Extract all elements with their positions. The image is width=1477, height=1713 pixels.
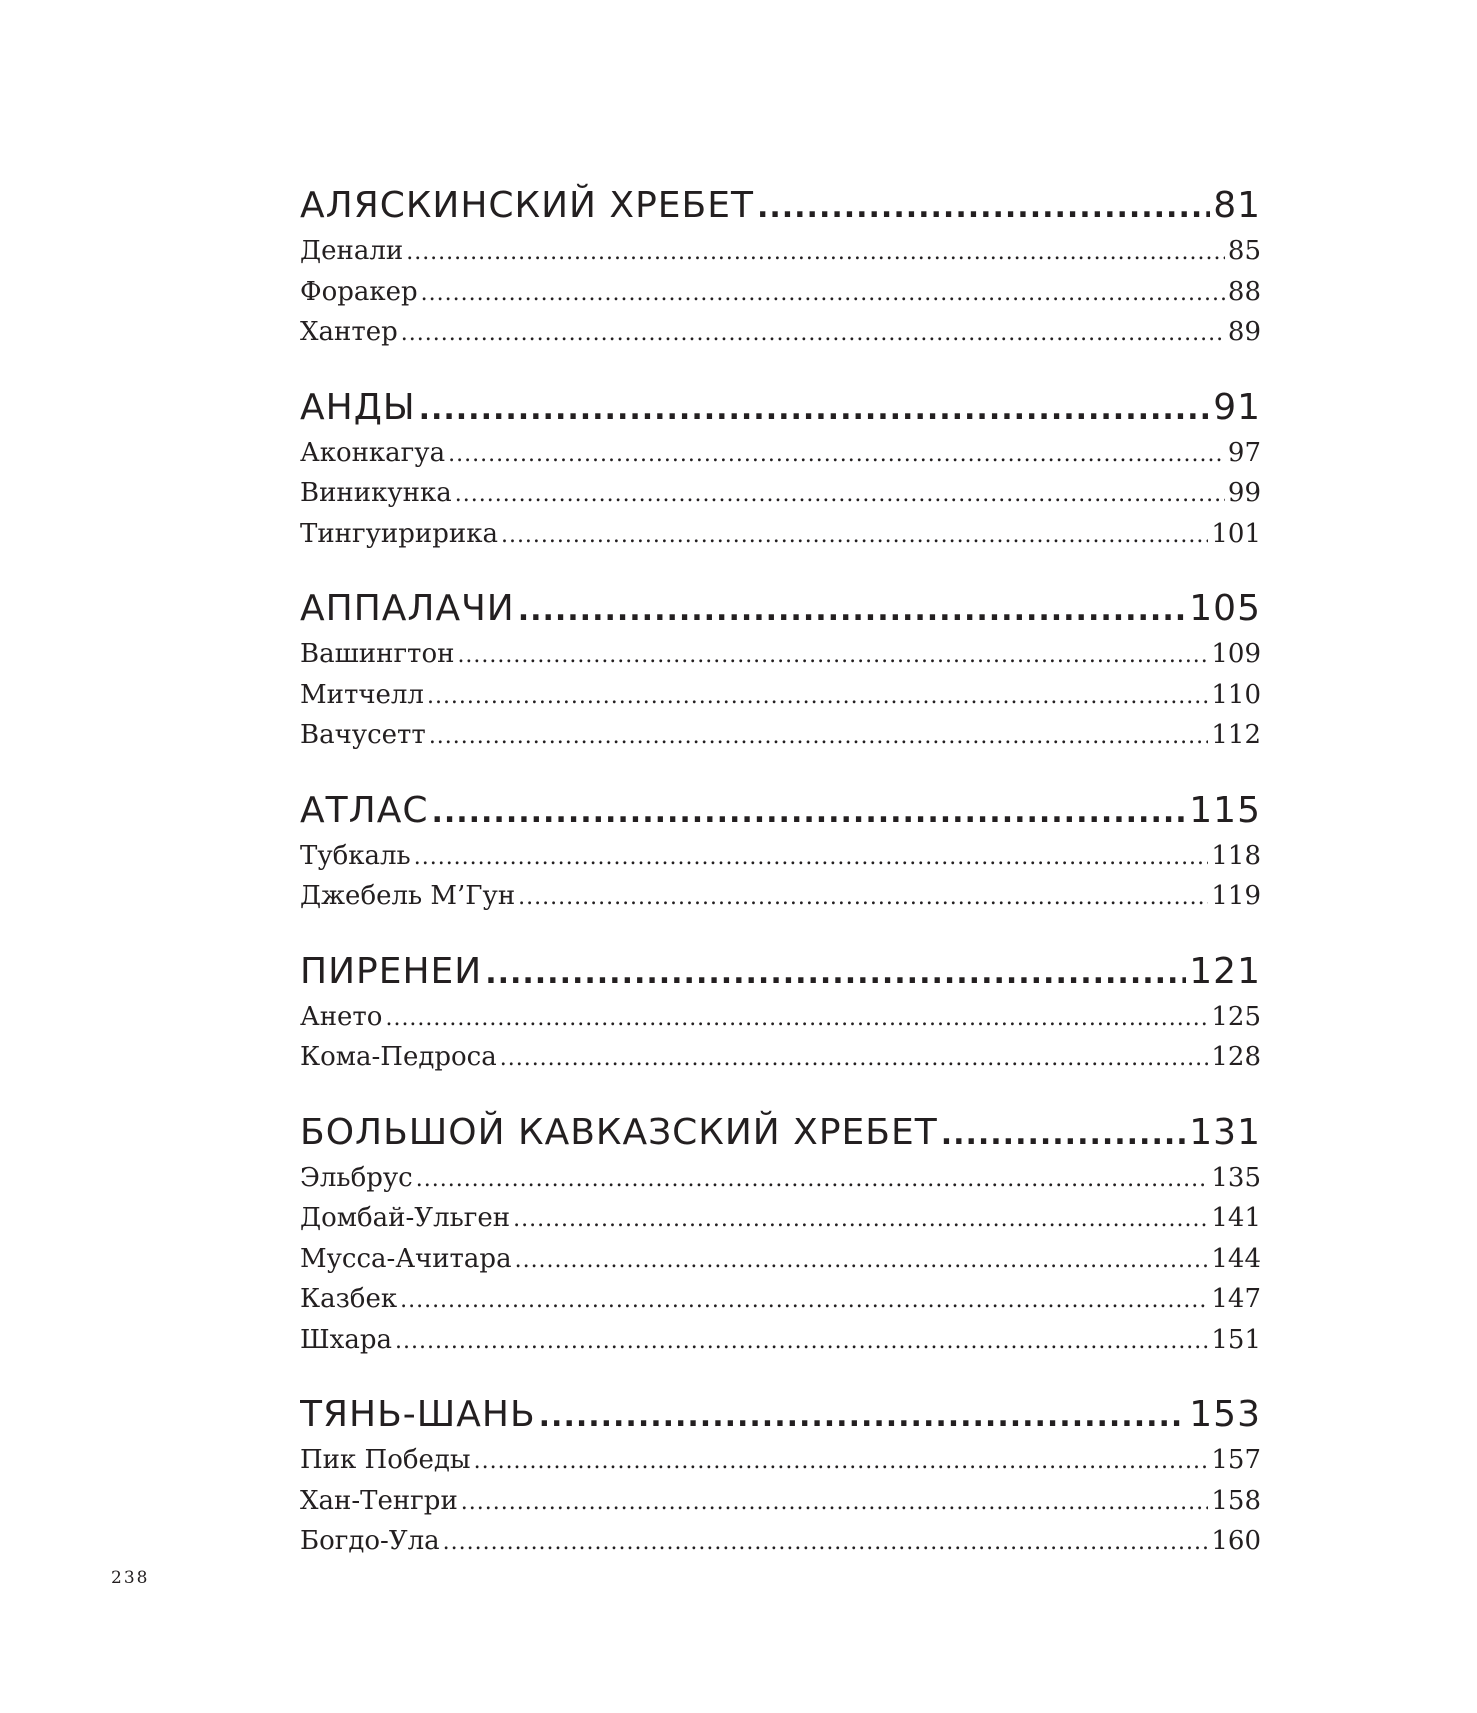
entry-page-number: 147 [1211, 1284, 1261, 1314]
dot-leader [416, 1160, 1209, 1200]
entry-title: Вачусетт [300, 720, 426, 750]
dot-leader [448, 435, 1225, 475]
section-title: АЛЯСКИНСКИЙ ХРЕБЕТ [300, 185, 754, 226]
entry-title: Виникунка [300, 478, 452, 508]
entry-page-number: 112 [1211, 720, 1261, 750]
table-of-contents [300, 182, 1261, 1593]
toc-entry [300, 1159, 1261, 1200]
toc-entry [300, 877, 1261, 918]
section-title: АНДЫ [300, 386, 416, 428]
toc-entry [300, 635, 1261, 676]
entry-title: Денали [300, 236, 404, 266]
entry-page-number: 101 [1211, 518, 1261, 549]
dot-leader [500, 1039, 1209, 1079]
toc-entry [300, 998, 1261, 1039]
dot-leader [431, 789, 1186, 837]
dot-leader [429, 717, 1209, 757]
toc-entry [300, 676, 1261, 717]
entry-title: Кома-Педроса [300, 1042, 497, 1072]
toc-section [300, 1109, 1261, 1362]
entry-page-number: 89 [1227, 317, 1261, 347]
entry-title: Хантер [300, 317, 398, 347]
toc-entry [300, 474, 1261, 515]
toc-entry [300, 1240, 1261, 1281]
dot-leader [414, 838, 1209, 878]
toc-entry [300, 313, 1261, 354]
entry-title: Тубкаль [300, 840, 411, 871]
entry-page-number: 99 [1227, 478, 1261, 508]
section-title: ПИРЕНЕИ [300, 950, 483, 992]
entry-title: Хан-Тенгри [300, 1485, 458, 1516]
entry-page-number: 158 [1211, 1485, 1261, 1516]
entry-title: Мусса-Ачитара [300, 1243, 512, 1274]
dot-leader [406, 233, 1225, 273]
dot-leader [457, 636, 1208, 676]
entry-title: Шхара [300, 1324, 392, 1355]
dot-leader [419, 386, 1211, 434]
toc-entry [300, 716, 1261, 757]
toc-section [300, 948, 1261, 1079]
toc-section [300, 585, 1261, 757]
section-title: АТЛАС [300, 789, 429, 831]
entry-page-number: 141 [1211, 1203, 1261, 1233]
entry-page-number: 160 [1211, 1526, 1261, 1556]
entry-title: Эльбрус [300, 1162, 413, 1193]
entry-page-number: 135 [1211, 1162, 1261, 1193]
dot-leader [400, 1281, 1208, 1321]
toc-section-heading [300, 1109, 1261, 1159]
dot-leader [455, 475, 1225, 515]
entry-title: Вашингтон [300, 639, 455, 669]
toc-section-heading [300, 182, 1261, 232]
toc-section-heading [300, 1391, 1261, 1441]
entry-page-number: 88 [1227, 276, 1261, 307]
toc-entry [300, 1321, 1261, 1362]
section-page-number: 91 [1213, 386, 1261, 428]
entry-title: Домбай-Ульген [300, 1203, 511, 1233]
toc-entry [300, 1280, 1261, 1321]
dot-leader [427, 677, 1208, 717]
entry-page-number: 118 [1211, 840, 1261, 871]
section-title: БОЛЬШОЙ КАВКАЗСКИЙ ХРЕБЕТ [300, 1111, 938, 1153]
entry-page-number: 109 [1211, 639, 1261, 669]
section-page-number: 153 [1189, 1394, 1261, 1435]
section-title: ТЯНЬ-ШАНЬ [300, 1394, 536, 1435]
toc-entry [300, 1199, 1261, 1240]
dot-leader [385, 999, 1208, 1039]
toc-section [300, 787, 1261, 918]
dot-leader [518, 878, 1208, 918]
entry-page-number: 110 [1211, 679, 1261, 710]
toc-entry [300, 837, 1261, 878]
entry-title: Джебель М’Гун [300, 881, 516, 911]
toc-entry [300, 273, 1261, 314]
toc-entry [300, 1522, 1261, 1563]
entry-page-number: 85 [1227, 236, 1261, 266]
dot-leader [461, 1483, 1209, 1523]
toc-entry [300, 232, 1261, 273]
dot-leader [757, 184, 1210, 232]
toc-entry [300, 434, 1261, 475]
dot-leader [474, 1442, 1209, 1482]
dot-leader [941, 1111, 1187, 1159]
toc-entry [300, 1482, 1261, 1523]
dot-leader [443, 1523, 1209, 1563]
page-number: 238 [111, 1568, 150, 1588]
section-page-number: 115 [1189, 789, 1261, 831]
dot-leader [485, 950, 1186, 998]
toc-section-heading [300, 948, 1261, 998]
entry-page-number: 144 [1211, 1243, 1261, 1274]
toc-entry [300, 515, 1261, 556]
dot-leader [539, 1393, 1187, 1441]
dot-leader [513, 1200, 1208, 1240]
toc-section-heading [300, 787, 1261, 837]
dot-leader [515, 1241, 1209, 1281]
dot-leader [501, 516, 1208, 556]
entry-title: Пик Победы [300, 1445, 471, 1475]
section-page-number: 81 [1213, 185, 1261, 226]
entry-title: Богдо-Ула [300, 1526, 440, 1556]
entry-title: Тингуиририка [300, 518, 498, 549]
dot-leader [518, 587, 1187, 635]
dot-leader [401, 314, 1225, 354]
entry-page-number: 157 [1211, 1445, 1261, 1475]
dot-leader [395, 1322, 1208, 1362]
toc-section [300, 182, 1261, 354]
entry-title: Ането [300, 1001, 383, 1032]
section-page-number: 121 [1189, 950, 1261, 992]
toc-entry [300, 1038, 1261, 1079]
entry-title: Форакер [300, 276, 418, 307]
entry-title: Митчелл [300, 679, 424, 710]
entry-page-number: 151 [1211, 1324, 1261, 1355]
toc-section-heading [300, 585, 1261, 635]
entry-page-number: 119 [1211, 881, 1261, 911]
section-page-number: 105 [1189, 588, 1261, 629]
entry-title: Аконкагуа [300, 437, 446, 468]
entry-page-number: 125 [1211, 1001, 1261, 1032]
entry-page-number: 128 [1211, 1042, 1261, 1072]
toc-section [300, 384, 1261, 556]
entry-page-number: 97 [1227, 437, 1261, 468]
section-page-number: 131 [1189, 1111, 1261, 1153]
section-title: АППАЛАЧИ [300, 588, 515, 629]
toc-section [300, 1391, 1261, 1563]
toc-entry [300, 1441, 1261, 1482]
entry-title: Казбек [300, 1284, 398, 1314]
dot-leader [421, 274, 1225, 314]
toc-section-heading [300, 384, 1261, 434]
